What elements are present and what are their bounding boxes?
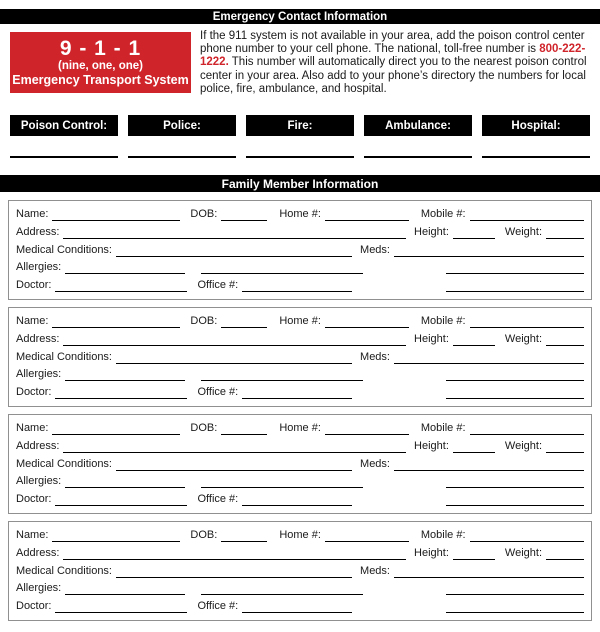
address-blank-field[interactable] — [63, 334, 406, 346]
home-phone-blank-field[interactable] — [325, 316, 409, 328]
office-phone-label: Office #: — [197, 600, 239, 613]
office-phone-blank-field[interactable] — [242, 280, 352, 292]
meds-continuation-blank-field-1[interactable] — [446, 262, 584, 274]
medical-conditions-blank-field[interactable] — [116, 459, 352, 471]
address-blank-field[interactable] — [63, 548, 406, 560]
weight-blank-field[interactable] — [546, 548, 584, 560]
contact-col-police — [128, 115, 236, 158]
fire-blank-field[interactable] — [246, 136, 354, 158]
weight-label: Weight: — [504, 439, 542, 452]
meds-blank-field[interactable] — [394, 566, 584, 578]
allergies-label: Allergies: — [16, 368, 62, 381]
mobile-phone-label: Mobile #: — [420, 208, 466, 221]
doctor-blank-field[interactable] — [55, 280, 187, 292]
family-member-boxes — [8, 200, 592, 621]
mobile-phone-blank-field[interactable] — [470, 423, 584, 435]
name-label: Name: — [16, 422, 49, 435]
contact-col-ambulance — [364, 115, 472, 158]
weight-label: Weight: — [504, 225, 542, 238]
meds-label: Meds: — [360, 457, 390, 470]
address-label: Address: — [16, 439, 60, 452]
address-blank-field[interactable] — [63, 441, 406, 453]
doctor-row — [16, 598, 584, 613]
hospital-label: Hospital: — [482, 115, 590, 136]
weight-blank-field[interactable] — [546, 441, 584, 453]
contact-col-hospital — [482, 115, 590, 158]
height-label: Height: — [414, 439, 449, 452]
dob-blank-field[interactable] — [221, 530, 267, 542]
weight-blank-field[interactable] — [546, 227, 584, 239]
doctor-blank-field[interactable] — [55, 387, 187, 399]
poison-control-phone-number: 800-222-1222. — [200, 43, 586, 69]
family-section-title: Family Member Information — [221, 176, 379, 191]
instructions-paragraph — [200, 30, 590, 96]
meds-continuation-blank-field-2[interactable] — [446, 280, 584, 292]
dob-label: DOB: — [190, 208, 218, 221]
medical-conditions-label: Medical Conditions: — [16, 350, 112, 363]
name-row — [16, 420, 584, 435]
address-label: Address: — [16, 546, 60, 559]
name-row — [16, 206, 584, 221]
medical-row — [16, 563, 584, 578]
mobile-phone-blank-field[interactable] — [470, 209, 584, 221]
family-member-box — [8, 307, 592, 407]
name-label: Name: — [16, 315, 49, 328]
office-phone-blank-field[interactable] — [242, 387, 352, 399]
address-row — [16, 331, 584, 346]
medical-conditions-label: Medical Conditions: — [16, 457, 112, 470]
911-subtitle: Emergency Transport System — [12, 73, 189, 87]
instructions-text-after: This number will automatically direct you to the nearest poison control center in your area. Also add to your phone’s directory the numbers for local police, fire, ambulance, and hospital. — [200, 56, 587, 95]
address-row — [16, 545, 584, 560]
911-callout-box — [10, 32, 191, 93]
allergies-blank-field[interactable] — [65, 583, 185, 595]
height-blank-field[interactable] — [453, 441, 495, 453]
doctor-label: Doctor: — [16, 493, 52, 506]
allergies-continuation-blank-field[interactable] — [201, 262, 363, 274]
office-phone-label: Office #: — [197, 493, 239, 506]
doctor-row — [16, 384, 584, 399]
height-blank-field[interactable] — [453, 227, 495, 239]
family-member-box — [8, 521, 592, 621]
doctor-label: Doctor: — [16, 386, 52, 399]
doctor-blank-field[interactable] — [55, 601, 187, 613]
name-row — [16, 527, 584, 542]
home-phone-label: Home #: — [279, 208, 321, 221]
weight-blank-field[interactable] — [546, 334, 584, 346]
allergies-continuation-blank-field[interactable] — [201, 476, 363, 488]
911-number: 9 - 1 - 1 — [59, 37, 142, 60]
meds-continuation-blank-field-1[interactable] — [446, 583, 584, 595]
weight-label: Weight: — [504, 332, 542, 345]
hospital-blank-field[interactable] — [482, 136, 590, 158]
dob-label: DOB: — [190, 422, 218, 435]
intro-section — [10, 32, 590, 96]
meds-blank-field[interactable] — [394, 245, 584, 257]
meds-blank-field[interactable] — [394, 352, 584, 364]
mobile-phone-label: Mobile #: — [420, 422, 466, 435]
allergies-blank-field[interactable] — [65, 262, 185, 274]
mobile-phone-blank-field[interactable] — [470, 530, 584, 542]
medical-conditions-label: Medical Conditions: — [16, 243, 112, 256]
911-phonetic: (nine, one, one) — [58, 60, 143, 72]
page-title: Emergency Contact Information — [212, 10, 388, 23]
allergies-row — [16, 473, 584, 488]
office-phone-label: Office #: — [197, 386, 239, 399]
meds-label: Meds: — [360, 350, 390, 363]
allergies-blank-field[interactable] — [65, 476, 185, 488]
name-label: Name: — [16, 208, 49, 221]
height-blank-field[interactable] — [453, 334, 495, 346]
home-phone-blank-field[interactable] — [325, 423, 409, 435]
height-label: Height: — [414, 332, 449, 345]
height-label: Height: — [414, 546, 449, 559]
ambulance-blank-field[interactable] — [364, 136, 472, 158]
medical-conditions-blank-field[interactable] — [116, 566, 352, 578]
emergency-contacts-row — [10, 115, 590, 158]
mobile-phone-blank-field[interactable] — [470, 316, 584, 328]
allergies-blank-field[interactable] — [65, 369, 185, 381]
meds-continuation-blank-field-2[interactable] — [446, 494, 584, 506]
address-blank-field[interactable] — [63, 227, 406, 239]
home-phone-blank-field[interactable] — [325, 530, 409, 542]
meds-continuation-blank-field-2[interactable] — [446, 387, 584, 399]
dob-blank-field[interactable] — [221, 423, 267, 435]
dob-label: DOB: — [190, 315, 218, 328]
address-row — [16, 224, 584, 239]
name-blank-field[interactable] — [52, 209, 180, 221]
doctor-blank-field[interactable] — [55, 494, 187, 506]
height-blank-field[interactable] — [453, 548, 495, 560]
mobile-phone-label: Mobile #: — [420, 315, 466, 328]
meds-continuation-blank-field-2[interactable] — [446, 601, 584, 613]
page-title-bar — [0, 9, 600, 24]
doctor-label: Doctor: — [16, 600, 52, 613]
allergies-row — [16, 580, 584, 595]
meds-label: Meds: — [360, 243, 390, 256]
poison-control-label: Poison Control: — [10, 115, 118, 136]
medical-conditions-label: Medical Conditions: — [16, 564, 112, 577]
mobile-phone-label: Mobile #: — [420, 529, 466, 542]
home-phone-label: Home #: — [279, 529, 321, 542]
allergies-continuation-blank-field[interactable] — [201, 369, 363, 381]
name-label: Name: — [16, 529, 49, 542]
dob-label: DOB: — [190, 529, 218, 542]
address-row — [16, 438, 584, 453]
dob-blank-field[interactable] — [221, 316, 267, 328]
doctor-row — [16, 277, 584, 292]
home-phone-label: Home #: — [279, 315, 321, 328]
contact-col-poison-control — [10, 115, 118, 158]
address-label: Address: — [16, 225, 60, 238]
doctor-row — [16, 491, 584, 506]
office-phone-blank-field[interactable] — [242, 494, 352, 506]
medical-conditions-blank-field[interactable] — [116, 245, 352, 257]
medical-row — [16, 349, 584, 364]
family-member-box — [8, 200, 592, 300]
medical-row — [16, 456, 584, 471]
name-row — [16, 313, 584, 328]
doctor-label: Doctor: — [16, 279, 52, 292]
contact-col-fire — [246, 115, 354, 158]
home-phone-label: Home #: — [279, 422, 321, 435]
address-label: Address: — [16, 332, 60, 345]
meds-label: Meds: — [360, 564, 390, 577]
ambulance-label: Ambulance: — [364, 115, 472, 136]
allergies-row — [16, 366, 584, 381]
weight-label: Weight: — [504, 546, 542, 559]
family-section-bar — [0, 175, 600, 192]
fire-label: Fire: — [246, 115, 354, 136]
allergies-label: Allergies: — [16, 261, 62, 274]
office-phone-blank-field[interactable] — [242, 601, 352, 613]
name-blank-field[interactable] — [52, 316, 180, 328]
home-phone-blank-field[interactable] — [325, 209, 409, 221]
dob-blank-field[interactable] — [221, 209, 267, 221]
medical-row — [16, 242, 584, 257]
office-phone-label: Office #: — [197, 279, 239, 292]
medical-conditions-blank-field[interactable] — [116, 352, 352, 364]
name-blank-field[interactable] — [52, 423, 180, 435]
meds-continuation-blank-field-1[interactable] — [446, 369, 584, 381]
family-member-box — [8, 414, 592, 514]
allergies-label: Allergies: — [16, 582, 62, 595]
allergies-continuation-blank-field[interactable] — [201, 583, 363, 595]
police-label: Police: — [128, 115, 236, 136]
height-label: Height: — [414, 225, 449, 238]
meds-blank-field[interactable] — [394, 459, 584, 471]
poison-control-blank-field[interactable] — [10, 136, 118, 158]
police-blank-field[interactable] — [128, 136, 236, 158]
allergies-label: Allergies: — [16, 475, 62, 488]
meds-continuation-blank-field-1[interactable] — [446, 476, 584, 488]
instructions-text-before: If the 911 system is not available in your area, add the poison control center phone number to your cell phone. The national, toll-free number is — [200, 30, 585, 56]
allergies-row — [16, 259, 584, 274]
name-blank-field[interactable] — [52, 530, 180, 542]
